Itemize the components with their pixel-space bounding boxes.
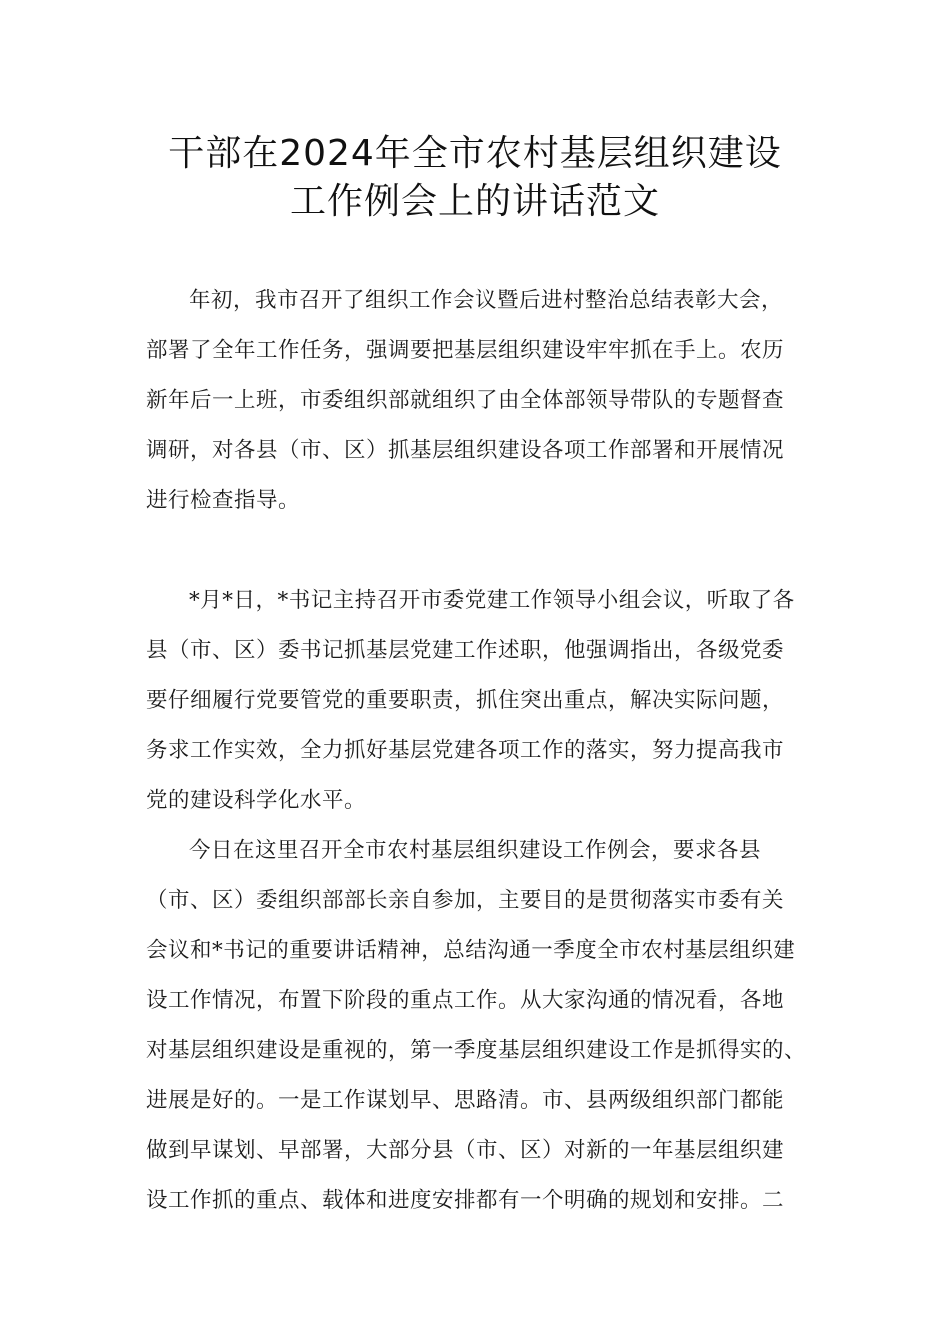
paragraph-line: 进展是好的。一是工作谋划早、思路清。市、县两级组织部门都能 [146,1088,785,1113]
paragraph-line: 设工作抓的重点、载体和进度安排都有一个明确的规划和安排。二 [146,1188,785,1213]
paragraph-line: 进行检查指导。 [146,488,301,513]
paragraph-line: 部署了全年工作任务，强调要把基层组织建设牢牢抓在手上。农历 [146,338,785,363]
paragraph-line: 要仔细履行党要管党的重要职责，抓住突出重点，解决实际问题， [146,688,785,713]
paragraph-line: 会议和*书记的重要讲话精神，总结沟通一季度全市农村基层组织建 [146,938,796,963]
paragraph-line: 设工作情况，布置下阶段的重点工作。从大家沟通的情况看，各地 [146,988,785,1013]
document-title-line-2: 工作例会上的讲话范文 [289,181,660,222]
paragraph-line: 新年后一上班，市委组织部就组织了由全体部领导带队的专题督查 [146,388,785,413]
paragraph-line: 务求工作实效，全力抓好基层党建各项工作的落实，努力提高我市 [146,738,785,763]
paragraph-line: 党的建设科学化水平。 [146,788,367,813]
paragraph-line: 对基层组织建设是重视的，第一季度基层组织建设工作是抓得实的、 [146,1038,807,1063]
paragraph-3 [146,826,836,1226]
paragraph-2 [146,576,836,826]
document-title-line-1: 干部在2024年全市农村基层组织建设 [168,133,782,174]
paragraph-line: （市、区）委组织部部长亲自参加，主要目的是贯彻落实市委有关 [146,888,785,913]
paragraph-line: 今日在这里召开全市农村基层组织建设工作例会，要求各县 [189,838,762,863]
paragraph-line: 年初，我市召开了组织工作会议暨后进村整治总结表彰大会， [189,288,784,313]
paragraph-1 [146,276,836,526]
paragraph-line: 做到早谋划、早部署，大部分县（市、区）对新的一年基层组织建 [146,1138,785,1163]
paragraph-line: *月*日，*书记主持召开市委党建工作领导小组会议，听取了各 [189,588,795,613]
paragraph-line: 县（市、区）委书记抓基层党建工作述职，他强调指出，各级党委 [146,638,785,663]
paragraph-line: 调研，对各县（市、区）抓基层组织建设各项工作部署和开展情况 [146,438,785,463]
